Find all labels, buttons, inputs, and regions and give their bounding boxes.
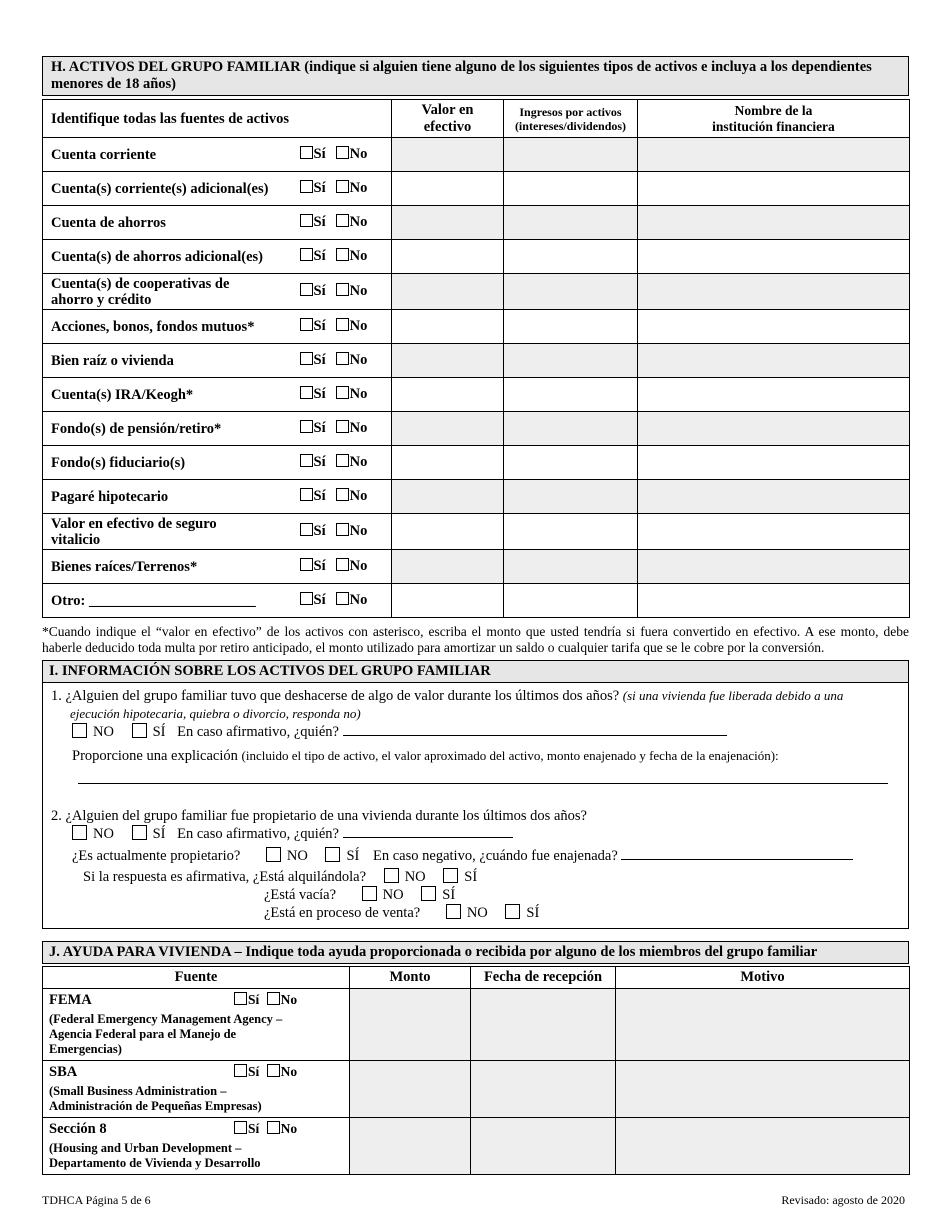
asset-row (43, 514, 910, 550)
aid-reason-field[interactable] (616, 1061, 910, 1118)
section-i (42, 660, 909, 929)
aid-no-label: No (280, 1121, 298, 1136)
asset-income-field[interactable] (504, 514, 638, 550)
asset-yes-label: Sí (313, 352, 326, 368)
asset-income-field[interactable] (504, 344, 638, 378)
asset-row-yes-no (300, 310, 392, 344)
asset-no-checkbox[interactable] (336, 592, 349, 605)
asset-income-field[interactable] (504, 310, 638, 344)
q2-no-checkbox[interactable] (72, 825, 87, 840)
q1-explain-note: (incluido el tipo de activo, el valor aproximado del activo, monto enajenado y fecha de la enajenación): (241, 748, 779, 763)
q1-note-2: ejecución hipotecaria, quiebra o divorcio, responda no) (70, 706, 361, 721)
asset-yes-label: Sí (313, 523, 326, 539)
aid-source-desc (49, 1141, 343, 1171)
asset-yes-label: Sí (313, 488, 326, 504)
asset-no-checkbox[interactable] (336, 523, 349, 536)
asset-row-label-line1: Otro: _______________________ (51, 592, 256, 609)
aid-desc-line1: (Housing and Urban Development – (49, 1141, 242, 1155)
q2-sale-no-label: NO (466, 905, 488, 921)
asset-cash-value-field[interactable] (392, 584, 504, 618)
asset-no-label: No (349, 454, 368, 470)
q2-when-sold-field[interactable] (621, 847, 853, 860)
col-motivo-header: Motivo (616, 967, 910, 989)
asset-row (43, 274, 910, 310)
asset-institution-field[interactable] (638, 344, 910, 378)
asset-no-label: No (349, 318, 368, 334)
asset-institution-field[interactable] (638, 446, 910, 480)
asset-no-label: No (349, 592, 368, 608)
aid-no-checkbox[interactable] (267, 1064, 280, 1077)
q1-answer-row (51, 723, 900, 741)
housing-aid-row (43, 1061, 910, 1118)
col-income-header (504, 100, 638, 138)
aid-source-cell (43, 989, 350, 1061)
aid-desc-line3: Emergencias) (49, 1042, 122, 1056)
asset-row-label (43, 378, 300, 412)
asset-cash-value-field[interactable] (392, 550, 504, 584)
asset-yes-checkbox[interactable] (300, 454, 313, 467)
q2-when-sold-label: En caso negativo, ¿cuándo fue enajenada? (373, 848, 618, 864)
asset-yes-label: Sí (313, 318, 326, 334)
asset-row-yes-no (300, 514, 392, 550)
asset-row-label-line1: Acciones, bonos, fondos mutuos* (51, 318, 255, 335)
asset-yes-checkbox[interactable] (300, 180, 313, 193)
asset-institution-field[interactable] (638, 378, 910, 412)
aid-yes-no (234, 992, 297, 1009)
aid-source-name: Sección 8 (49, 1121, 107, 1137)
asset-row-label (43, 206, 300, 240)
asset-row-label (43, 310, 300, 344)
asset-income-field[interactable] (504, 378, 638, 412)
q2-rent-no-checkbox[interactable] (384, 868, 399, 883)
aid-yes-no (234, 1064, 297, 1081)
asset-institution-field[interactable] (638, 172, 910, 206)
q1-explain-row (51, 747, 900, 765)
asset-row-label (43, 584, 300, 618)
q1-yes-checkbox[interactable] (132, 723, 147, 738)
asset-yes-checkbox[interactable] (300, 214, 313, 227)
q2-vacant-label: ¿Está vacía? (264, 887, 337, 903)
asset-yes-checkbox[interactable] (300, 318, 313, 331)
housing-aid-row (43, 989, 910, 1061)
asset-yes-label: Sí (313, 283, 326, 299)
asset-row-label (43, 344, 300, 378)
q2-who-label: En caso afirmativo, ¿quién? (177, 826, 339, 842)
asset-cash-value-field[interactable] (392, 310, 504, 344)
housing-aid-row (43, 1118, 910, 1175)
asset-row-label (43, 480, 300, 514)
col-institution-header (638, 100, 910, 138)
asset-income-field[interactable] (504, 412, 638, 446)
asset-institution-field[interactable] (638, 550, 910, 584)
asset-yes-checkbox[interactable] (300, 248, 313, 261)
aid-desc-line1: (Federal Emergency Management Agency – (49, 1012, 283, 1026)
asset-row-yes-no (300, 206, 392, 240)
aid-yes-checkbox[interactable] (234, 1121, 247, 1134)
asset-row (43, 412, 910, 446)
asset-institution-field[interactable] (638, 206, 910, 240)
q2-rent-label: Si la respuesta es afirmativa, ¿Está alquilándola? (83, 869, 367, 885)
asset-yes-label: Sí (313, 180, 326, 196)
aid-source-cell (43, 1118, 350, 1175)
asset-cash-value-field[interactable] (392, 446, 504, 480)
asset-row-label-line1: Pagaré hipotecario (51, 488, 169, 505)
asset-row-label-line1: Bien raíz o vivienda (51, 352, 174, 369)
asset-no-checkbox[interactable] (336, 248, 349, 261)
aid-date-field[interactable] (471, 989, 616, 1061)
section-h-title: H. ACTIVOS DEL GRUPO FAMILIAR (51, 59, 301, 75)
asset-row-yes-no (300, 240, 392, 274)
aid-no-checkbox[interactable] (267, 992, 280, 1005)
aid-yes-no (234, 1121, 297, 1138)
q2-sale-row (51, 904, 900, 922)
asset-row-label (43, 172, 300, 206)
asset-no-label: No (349, 523, 368, 539)
q2-owner-row (51, 847, 900, 865)
housing-aid-table (42, 966, 910, 1175)
asset-no-checkbox[interactable] (336, 488, 349, 501)
asset-row (43, 584, 910, 618)
asset-yes-checkbox[interactable] (300, 523, 313, 536)
asset-row-label-line1: Bienes raíces/Terrenos* (51, 558, 198, 575)
asset-no-checkbox[interactable] (336, 318, 349, 331)
asset-yes-checkbox[interactable] (300, 386, 313, 399)
asset-row-yes-no (300, 584, 392, 618)
asset-yes-checkbox[interactable] (300, 283, 313, 296)
asset-institution-field[interactable] (638, 412, 910, 446)
col-institution-line2: institución financiera (712, 118, 835, 134)
asset-yes-label: Sí (313, 386, 326, 402)
col-monto-header: Monto (350, 967, 471, 989)
asset-row-yes-no (300, 480, 392, 514)
asset-yes-checkbox[interactable] (300, 352, 313, 365)
col-fecha-header: Fecha de recepción (471, 967, 616, 989)
asset-income-field[interactable] (504, 446, 638, 480)
asset-income-field[interactable] (504, 240, 638, 274)
q2-sale-yes-checkbox[interactable] (505, 904, 520, 919)
asset-row-yes-no (300, 550, 392, 584)
asset-row-yes-no (300, 172, 392, 206)
q2-owner-no-label: NO (286, 848, 308, 864)
asset-no-checkbox[interactable] (336, 420, 349, 433)
asset-cash-value-field[interactable] (392, 240, 504, 274)
aid-no-label: No (280, 1064, 298, 1079)
col-cash-value-line1: Valor en (421, 101, 474, 118)
asset-row (43, 446, 910, 480)
q2-owner-label: ¿Es actualmente propietario? (72, 848, 241, 864)
asset-yes-label: Sí (313, 420, 326, 436)
q1-note-1: (si una vivienda fue liberada debido a una (622, 688, 844, 703)
q2-rent-yes-checkbox[interactable] (443, 868, 458, 883)
q1-text: 1. ¿Alguien del grupo familiar tuvo que deshacerse de algo de valor durante los últimos dos años? (51, 688, 620, 704)
asset-institution-field[interactable] (638, 240, 910, 274)
section-i-body (43, 683, 908, 928)
col-income-line2: (intereses/dividendos) (514, 118, 627, 133)
q2-rent-row (51, 868, 900, 886)
asset-no-label: No (349, 146, 368, 162)
col-cash-value-line2: efectivo (423, 118, 472, 135)
asset-row-label-line2: vitalicio (51, 531, 101, 548)
aid-desc-line2: Agencia Federal para el Manejo de (49, 1027, 237, 1041)
section-i-title: I. INFORMACIÓN SOBRE LOS ACTIVOS DEL GRUPO FAMILIAR (43, 661, 908, 683)
assets-header-row (43, 100, 910, 138)
q2-vacant-no-checkbox[interactable] (362, 886, 377, 901)
asset-row-yes-no (300, 138, 392, 172)
asset-cash-value-field[interactable] (392, 138, 504, 172)
asset-institution-field[interactable] (638, 480, 910, 514)
aid-no-checkbox[interactable] (267, 1121, 280, 1134)
assets-table (42, 99, 910, 618)
aid-source-name: FEMA (49, 992, 92, 1008)
aid-source-name: SBA (49, 1064, 78, 1080)
q2-owner-no-checkbox[interactable] (266, 847, 281, 862)
asset-no-checkbox[interactable] (336, 180, 349, 193)
asset-cash-value-field[interactable] (392, 172, 504, 206)
q1-who-field[interactable] (343, 723, 727, 736)
col-cash-value-header (392, 100, 504, 138)
q2-sale-yes-label: SÍ (526, 905, 540, 921)
asset-row-label-line1: Cuenta(s) de cooperativas de (51, 275, 230, 292)
asset-cash-value-field[interactable] (392, 378, 504, 412)
asset-row-label-line1: Cuenta(s) de ahorros adicional(es) (51, 248, 263, 265)
asset-no-label: No (349, 420, 368, 436)
asset-yes-label: Sí (313, 146, 326, 162)
asset-row-label-line1: Fondo(s) fiduciario(s) (51, 454, 186, 471)
asset-cash-value-field[interactable] (392, 274, 504, 310)
q2-owner-yes-checkbox[interactable] (325, 847, 340, 862)
asset-institution-field[interactable] (638, 584, 910, 618)
section-h-header (42, 56, 909, 96)
aid-reason-field[interactable] (616, 989, 910, 1061)
asset-cash-value-field[interactable] (392, 480, 504, 514)
asset-income-field[interactable] (504, 138, 638, 172)
asset-row-label-line1: Fondo(s) de pensión/retiro* (51, 420, 222, 437)
asset-no-label: No (349, 352, 368, 368)
asset-no-label: No (349, 283, 368, 299)
form-page (42, 56, 909, 1175)
aid-yes-label: Sí (248, 992, 260, 1007)
q1-explain-label: Proporcione una explicación (72, 748, 238, 764)
asset-row-label-line1: Cuenta de ahorros (51, 214, 166, 231)
asset-income-field[interactable] (504, 584, 638, 618)
asset-yes-label: Sí (313, 214, 326, 230)
asset-row-label (43, 514, 300, 550)
asset-row-label (43, 138, 300, 172)
asset-yes-checkbox[interactable] (300, 592, 313, 605)
asset-income-field[interactable] (504, 480, 638, 514)
asset-institution-field[interactable] (638, 310, 910, 344)
section-j-title: J. AYUDA PARA VIVIENDA – Indique toda ayuda proporcionada o recibida por alguno de los miembros del grupo familiar (43, 942, 908, 964)
aid-no-label: No (280, 992, 298, 1007)
aid-date-field[interactable] (471, 1061, 616, 1118)
q1-yes-label: SÍ (152, 724, 166, 740)
asset-no-label: No (349, 180, 368, 196)
asset-no-checkbox[interactable] (336, 146, 349, 159)
asset-no-checkbox[interactable] (336, 558, 349, 571)
asset-row (43, 138, 910, 172)
asset-row (43, 172, 910, 206)
asset-row-label (43, 240, 300, 274)
asset-no-checkbox[interactable] (336, 283, 349, 296)
asset-income-field[interactable] (504, 206, 638, 240)
asset-yes-label: Sí (313, 454, 326, 470)
asset-no-checkbox[interactable] (336, 214, 349, 227)
aid-yes-label: Sí (248, 1064, 260, 1079)
q1-explain-field[interactable] (78, 783, 888, 784)
asset-yes-checkbox[interactable] (300, 420, 313, 433)
col-income-line1: Ingresos por activos (519, 104, 622, 119)
asset-no-checkbox[interactable] (336, 386, 349, 399)
asset-institution-field[interactable] (638, 274, 910, 310)
asset-yes-label: Sí (313, 592, 326, 608)
col-source-header: Identifique todas las fuentes de activos (43, 100, 392, 138)
assets-footnote: *Cuando indique el “valor en efectivo” de los activos con asterisco, escriba el monto que usted tendría si fuera convertido en efectivo. A ese monto, debe haberle deducido toda multa por retiro anticipado, el monto utilizado para amortizar un saldo o cualquier tarifa que se le cobre por la conversión. (42, 624, 909, 655)
asset-row (43, 378, 910, 412)
q2-owner-yes-label: SÍ (346, 848, 360, 864)
asset-row (43, 550, 910, 584)
q2-sale-label: ¿Está en proceso de venta? (264, 905, 421, 921)
asset-row-label (43, 550, 300, 584)
asset-row-yes-no (300, 274, 392, 310)
q2-vacant-no-label: NO (382, 887, 404, 903)
col-institution-line1: Nombre de la (734, 102, 813, 118)
aid-amount-field[interactable] (350, 1061, 471, 1118)
q2-sale-no-checkbox[interactable] (446, 904, 461, 919)
asset-row-label (43, 274, 300, 310)
aid-source-header (49, 1064, 343, 1081)
q2-rent-no-label: NO (404, 869, 426, 885)
q2-who-field[interactable] (343, 825, 513, 838)
footer-page-number: TDHCA Página 5 de 6 (42, 1193, 151, 1207)
asset-row (43, 344, 910, 378)
asset-row-label (43, 446, 300, 480)
asset-row-label-line1: Cuenta(s) corriente(s) adicional(es) (51, 180, 269, 197)
q2-no-label: NO (93, 826, 114, 842)
q1-no-label: NO (93, 724, 114, 740)
aid-date-field[interactable] (471, 1118, 616, 1175)
asset-cash-value-field[interactable] (392, 344, 504, 378)
asset-row-yes-no (300, 378, 392, 412)
q2-vacant-yes-label: SÍ (442, 887, 456, 903)
asset-no-label: No (349, 488, 368, 504)
asset-income-field[interactable] (504, 550, 638, 584)
asset-cash-value-field[interactable] (392, 514, 504, 550)
asset-row-label-line2: ahorro y crédito (51, 291, 152, 308)
q2-text: 2. ¿Alguien del grupo familiar fue propietario de una vivienda durante los últimos dos años? (51, 808, 587, 824)
q2-yes-checkbox[interactable] (132, 825, 147, 840)
asset-no-label: No (349, 386, 368, 402)
q2-vacant-row (51, 886, 900, 904)
aid-desc-line2: Departamento de Vivienda y Desarrollo (49, 1156, 261, 1170)
asset-no-label: No (349, 214, 368, 230)
section-h-subtitle: (indique si alguien tiene alguno de los siguientes tipos de activos e incluya a los dependientes menores de 18 años) (51, 59, 872, 92)
q2-answer-row (51, 825, 900, 843)
aid-yes-checkbox[interactable] (234, 992, 247, 1005)
q1-no-checkbox[interactable] (72, 723, 87, 738)
asset-row (43, 206, 910, 240)
q2-vacant-yes-checkbox[interactable] (421, 886, 436, 901)
asset-income-field[interactable] (504, 274, 638, 310)
aid-yes-label: Sí (248, 1121, 260, 1136)
asset-cash-value-field[interactable] (392, 412, 504, 446)
asset-no-checkbox[interactable] (336, 352, 349, 365)
aid-desc-line1: (Small Business Administration – (49, 1084, 227, 1098)
asset-institution-field[interactable] (638, 138, 910, 172)
col-fuente-header: Fuente (43, 967, 350, 989)
q2-yes-label: SÍ (152, 826, 166, 842)
asset-yes-label: Sí (313, 558, 326, 574)
asset-row-label (43, 412, 300, 446)
asset-row-yes-no (300, 344, 392, 378)
section-j (42, 941, 909, 964)
q1-who-label: En caso afirmativo, ¿quién? (177, 724, 339, 740)
asset-yes-checkbox[interactable] (300, 488, 313, 501)
asset-income-field[interactable] (504, 172, 638, 206)
asset-row-yes-no (300, 446, 392, 480)
asset-row (43, 480, 910, 514)
asset-no-label: No (349, 248, 368, 264)
asset-no-label: No (349, 558, 368, 574)
asset-row-label-line1: Cuenta(s) IRA/Keogh* (51, 386, 194, 403)
q2-rent-yes-label: SÍ (464, 869, 478, 885)
aid-amount-field[interactable] (350, 1118, 471, 1175)
aid-source-desc (49, 1084, 343, 1114)
aid-source-cell (43, 1061, 350, 1118)
asset-row (43, 240, 910, 274)
aid-source-desc (49, 1012, 343, 1057)
aid-yes-checkbox[interactable] (234, 1064, 247, 1077)
asset-yes-checkbox[interactable] (300, 146, 313, 159)
asset-institution-field[interactable] (638, 514, 910, 550)
aid-desc-line2: Administración de Pequeñas Empresas) (49, 1099, 262, 1113)
aid-source-header (49, 992, 343, 1009)
asset-no-checkbox[interactable] (336, 454, 349, 467)
asset-cash-value-field[interactable] (392, 206, 504, 240)
aid-amount-field[interactable] (350, 989, 471, 1061)
footer-revision: Revisado: agosto de 2020 (781, 1193, 905, 1207)
housing-aid-header-row (43, 967, 910, 989)
asset-row-label-line1: Valor en efectivo de seguro (51, 515, 217, 532)
asset-yes-checkbox[interactable] (300, 558, 313, 571)
aid-source-header (49, 1121, 343, 1138)
asset-row (43, 310, 910, 344)
aid-reason-field[interactable] (616, 1118, 910, 1175)
asset-yes-label: Sí (313, 248, 326, 264)
asset-row-yes-no (300, 412, 392, 446)
asset-row-label-line1: Cuenta corriente (51, 146, 157, 163)
